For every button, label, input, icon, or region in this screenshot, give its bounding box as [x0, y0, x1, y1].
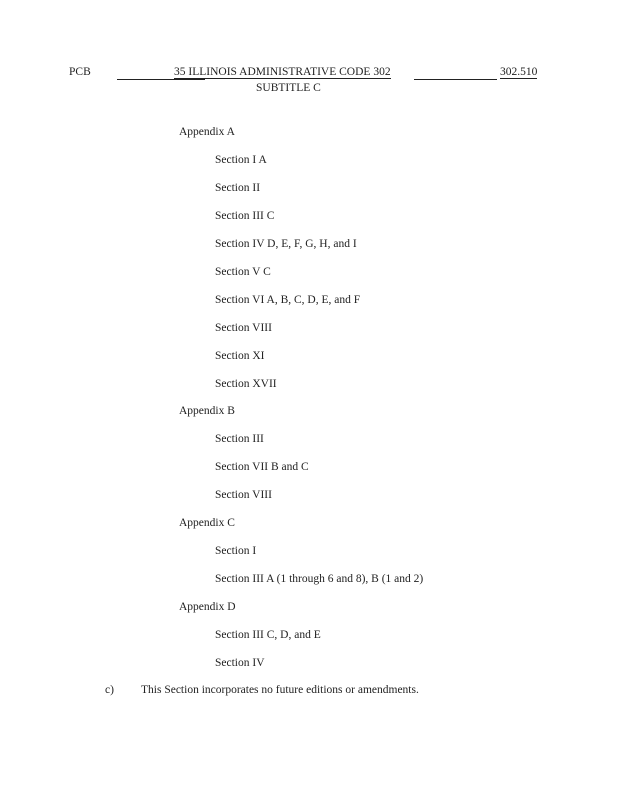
- appendix-heading: Appendix D: [179, 601, 236, 613]
- section-item: Section VIII: [215, 489, 272, 501]
- section-item: Section III: [215, 433, 264, 445]
- section-item: Section III A (1 through 6 and 8), B (1 and 2): [215, 573, 424, 585]
- section-item: Section VII B and C: [215, 461, 309, 473]
- section-item: Section VI A, B, C, D, E, and F: [215, 294, 361, 306]
- section-item: Section III C: [215, 210, 275, 222]
- header-rule-left: [117, 79, 205, 80]
- header-section-number: 302.510: [500, 66, 538, 78]
- section-item: Section I A: [215, 154, 267, 166]
- section-item: Section I: [215, 545, 257, 557]
- appendix-heading: Appendix C: [179, 517, 235, 529]
- section-item: Section IV D, E, F, G, H, and I: [215, 238, 357, 250]
- appendix-heading: Appendix A: [179, 126, 235, 138]
- section-item: Section XVII: [215, 378, 277, 390]
- header-rule-right: [414, 79, 497, 80]
- header-agency: PCB: [69, 66, 91, 78]
- section-item: Section XI: [215, 350, 265, 362]
- section-item: Section III C, D, and E: [215, 629, 321, 641]
- subsection-text: This Section incorporates no future editions or amendments.: [141, 684, 419, 696]
- section-item: Section VIII: [215, 322, 272, 334]
- section-item: Section V C: [215, 266, 271, 278]
- header-title: 35 ILLINOIS ADMINISTRATIVE CODE 302: [174, 66, 391, 78]
- section-item: Section II: [215, 182, 261, 194]
- header-subtitle: SUBTITLE C: [256, 82, 321, 94]
- appendix-heading: Appendix B: [179, 405, 235, 417]
- subsection-label: c): [105, 684, 114, 696]
- section-item: Section IV: [215, 657, 265, 669]
